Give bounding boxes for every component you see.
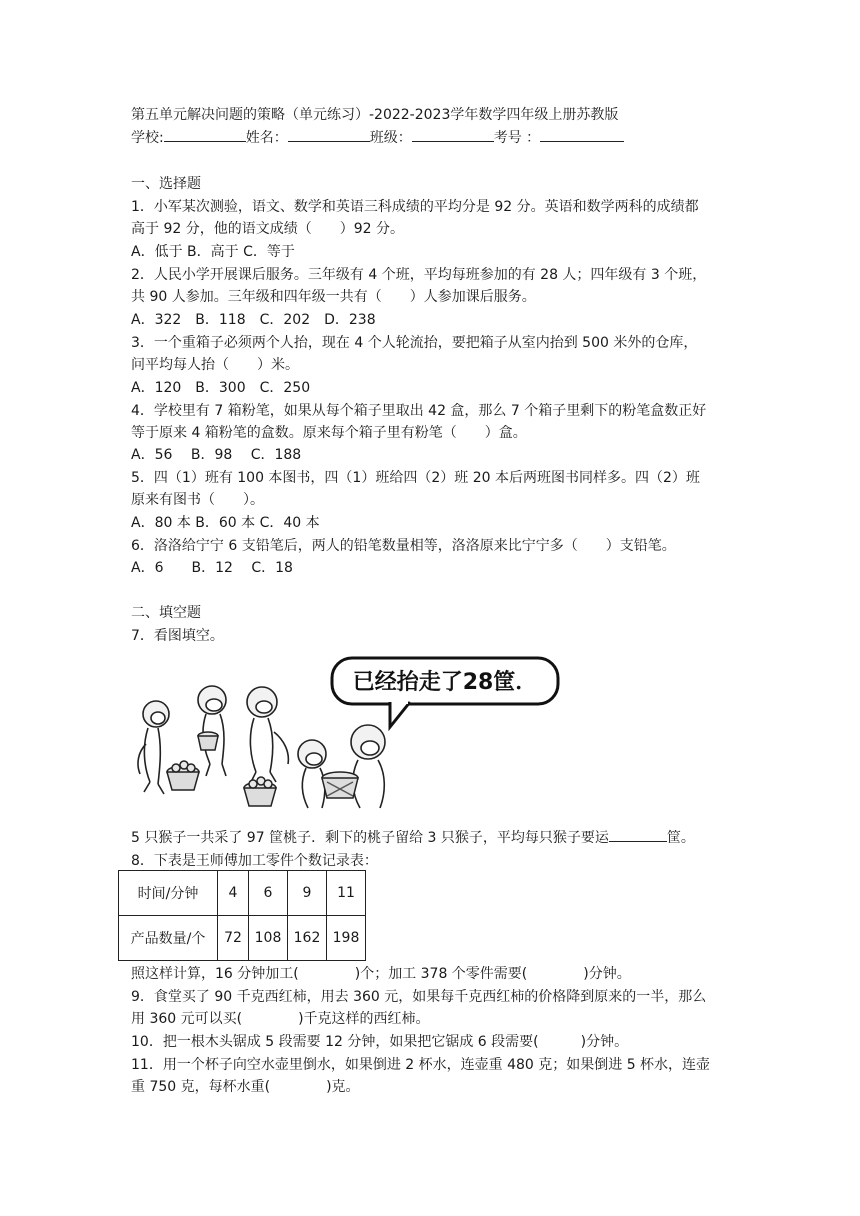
section-heading-fill: 二、填空题 — [131, 605, 201, 621]
table-cell: 72 — [218, 916, 249, 961]
q6-line1: 6．洛洛给宁宁 6 支铅笔后，两人的铅笔数量相等，洛洛原来比宁宁多（ ）支铅笔。 — [131, 538, 676, 554]
basket-icon — [244, 777, 276, 806]
speech-text: 已经抬走了28筐． — [352, 670, 538, 695]
q3-line1: 3．一个重箱子必须两个人抬，现在 4 个人轮流抬，要把箱子从室内抬到 500 米外的仓库， — [131, 335, 698, 351]
q8-after-table: 照这样计算，16 分钟加工( )个；加工 378 个零件需要( )分钟。 — [131, 966, 631, 982]
name-blank[interactable] — [288, 127, 370, 142]
table-row — [119, 871, 366, 916]
exam-no-blank[interactable] — [540, 127, 624, 142]
table-cell: 162 — [288, 916, 327, 961]
q7-answer-blank[interactable] — [609, 827, 667, 842]
table-cell: 108 — [249, 916, 288, 961]
q4-options: A．56 B．98 C．188 — [131, 447, 302, 463]
q3-options: A．120 B．300 C．250 — [131, 380, 311, 396]
table-row-header: 时间/分钟 — [119, 871, 218, 916]
table-cell: 4 — [218, 871, 249, 916]
q11-line2: 重 750 克，每杯水重( )克。 — [131, 1079, 360, 1095]
monkey-3 — [247, 687, 288, 784]
exam-no-label: 考号 ： — [493, 130, 541, 146]
q8-line1: 8．下表是王师傅加工零件个数记录表： — [131, 853, 378, 869]
school-label: 学校: — [131, 130, 164, 146]
monkey-2 — [198, 686, 226, 776]
monkey-5 — [351, 725, 385, 808]
student-info-row — [131, 127, 741, 149]
q2-line2: 共 90 人参加。三年级和四年级一共有（ ）人参加课后服务。 — [131, 289, 536, 305]
q2-line1: 2．人民小学开展课后服务。三年级有 4 个班，平均每班参加的有 28 人；四年级有 3 个班， — [131, 267, 707, 283]
monkeys-illustration — [128, 652, 568, 817]
q4-line2: 等于原来 4 箱粉笔的盒数。原来每个箱子里有粉笔（ ）盒。 — [131, 425, 527, 441]
q4-line1: 4．学校里有 7 箱粉笔，如果从每个箱子里取出 42 盒，那么 7 个箱子里剩下的粉笔盒数正好 — [131, 403, 707, 419]
speech-bubble — [332, 658, 558, 727]
school-blank[interactable] — [164, 127, 246, 142]
q1-options: A．低于 B．高于 C．等于 — [131, 244, 295, 260]
table-cell: 198 — [327, 916, 366, 961]
table-row-header: 产品数量/个 — [119, 916, 218, 961]
q9-line2: 用 360 元可以买( )千克这样的西红柿。 — [131, 1011, 430, 1027]
basket-icon — [198, 732, 218, 750]
q2-options: A．322 B．118 C．202 D．238 — [131, 312, 376, 328]
monkey-1 — [138, 701, 169, 794]
section-heading-choice: 一、选择题 — [131, 176, 201, 192]
monkey-4 — [298, 740, 326, 808]
q11-line1: 11．用一个杯子向空水壶里倒水，如果倒进 2 杯水，连壶重 480 克；如果倒进 5 杯水，连壶 — [131, 1057, 711, 1073]
q1-line1: 1．小军某次测验，语文、数学和英语三科成绩的平均分是 92 分。英语和数学两科的成绩都 — [131, 199, 699, 215]
q5-options: A．80 本 B．60 本 C．40 本 — [131, 515, 320, 531]
class-blank[interactable] — [412, 127, 494, 142]
table-cell: 11 — [327, 871, 366, 916]
basket-icon — [322, 772, 358, 798]
parts-record-table — [118, 870, 366, 961]
basket-icon — [167, 761, 199, 790]
class-label: 班级： — [369, 130, 412, 146]
q3-line2: 问平均每人抬（ ）米。 — [131, 357, 299, 373]
q10-line1: 10．把一根木头锯成 5 段需要 12 分钟，如果把它锯成 6 段需要( )分钟。 — [131, 1034, 629, 1050]
document-title: 第五单元解决问题的策略（单元练习）-2022-2023学年数学四年级上册苏教版 — [131, 107, 619, 123]
q6-options: A．6 B．12 C．18 — [131, 560, 293, 576]
table-cell: 9 — [288, 871, 327, 916]
q7-question — [131, 827, 741, 849]
q7-after-picture: 5 只猴子一共采了 97 筐桃子．剩下的桃子留给 3 只猴子，平均每只猴子要运 — [131, 830, 609, 846]
q7-unit: 筐。 — [666, 830, 695, 846]
table-row — [119, 916, 366, 961]
q1-line2: 高于 92 分，他的语文成绩（ ）92 分。 — [131, 221, 404, 237]
table-cell: 6 — [249, 871, 288, 916]
q5-line2: 原来有图书（ ）。 — [131, 492, 264, 508]
q7-line1: 7．看图填空。 — [131, 628, 224, 644]
q5-line1: 5．四（1）班有 100 本图书，四（1）班给四（2）班 20 本后两班图书同样多。四（2）班 — [131, 470, 700, 486]
q9-line1: 9．食堂买了 90 千克西红柿，用去 360 元，如果每千克西红柿的价格降到原来的一半，那么 — [131, 989, 707, 1005]
name-label: 姓名： — [245, 130, 288, 146]
